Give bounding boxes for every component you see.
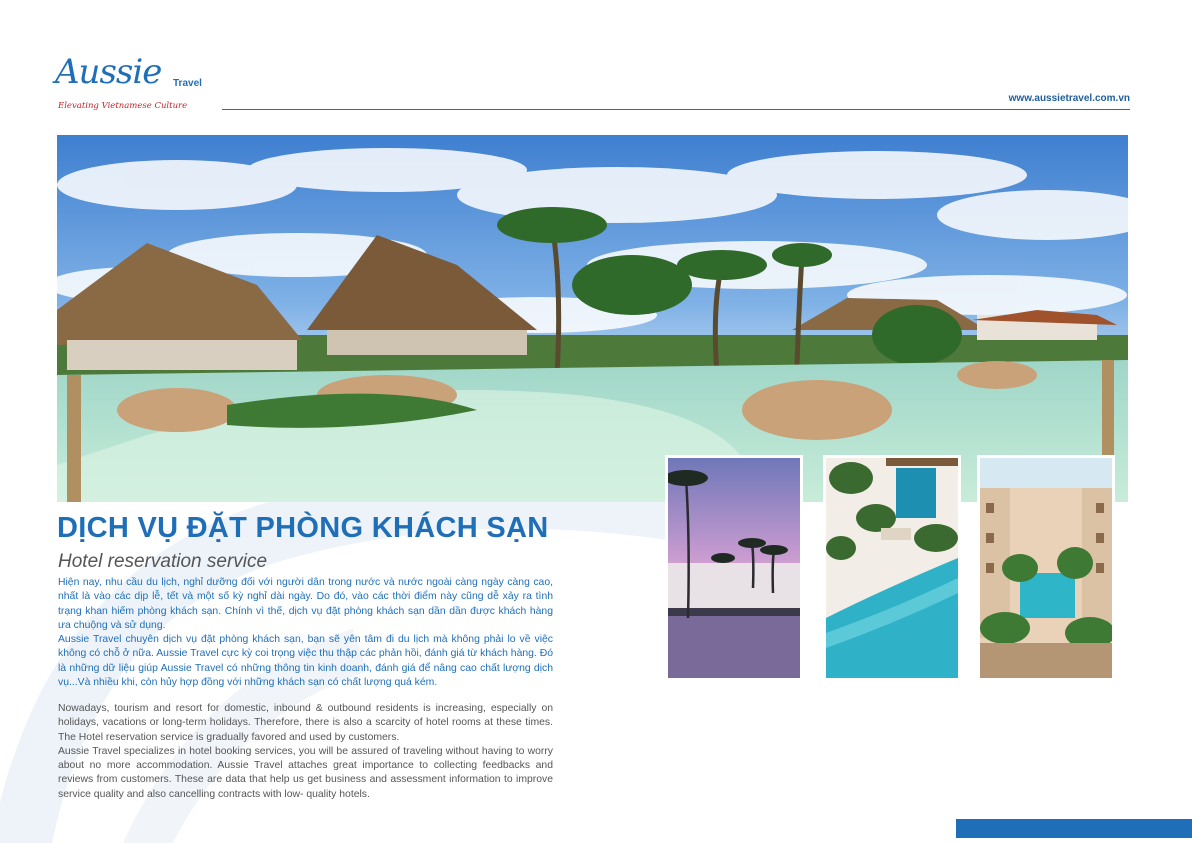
thumbnail-2 [823, 455, 961, 681]
aerial-beach-villa-icon [826, 458, 958, 678]
thumbnail-1 [665, 455, 803, 681]
en-paragraph: Aussie Travel specializes in hotel booking services, you will be assured of traveling without having to worry about no more accommodation. Aussie Travel attaches great importance to collecting feedbacks and reviews from customers. These are data that help us get business and assessment information to improve service quality and also cancelling contracts with low- quality hotels. [58, 745, 553, 800]
thumbnail-3 [977, 455, 1115, 681]
english-body [58, 702, 553, 802]
page-title: DỊCH VỤ ĐẶT PHÒNG KHÁCH SẠN [57, 512, 549, 544]
logo-name: Aussie [55, 52, 162, 92]
courtyard-hotel-pool-icon [980, 458, 1112, 678]
page-subtitle: Hotel reservation service [58, 551, 268, 572]
resort-pool-panorama-icon [57, 135, 1128, 502]
palm-pool-dusk-icon [668, 458, 800, 678]
header-divider [222, 109, 1130, 110]
logo-sub: Travel [173, 78, 202, 89]
en-paragraph: Nowadays, tourism and resort for domestic, inbound & outbound residents is increasing, especially on holidays, vacations or long-term holidays. Therefore, there is also a scarcity of hotel rooms at these times. The Hotel reservation service is gradually favored and used by customers. [58, 703, 553, 743]
website-url: www.aussietravel.com.vn [1008, 93, 1130, 104]
brand-logo [55, 52, 225, 112]
vi-paragraph: Hiện nay, nhu cầu du lịch, nghỉ dưỡng đối với người dân trong nước và nước ngoài càng ngày càng cao, nhất là vào các dịp lễ, tết và một số kỳ nghỉ dài ngày. Do đó, vào các thời điểm này cũng dễ xảy ra tình trạng khan hiếm phòng khách sạn. Chính vì thế, dịch vụ đặt phòng khách sạn dần dần được khách hàng ưa chuộng và sử dụng. [58, 577, 553, 631]
vi-paragraph: Aussie Travel chuyên dịch vụ đặt phòng khách sạn, bạn sẽ yên tâm đi du lịch mà không phải lo về việc không có chỗ ở nữa. Aussie Travel cực kỳ coi trọng việc thu thập các phản hồi, đánh giá từ khách hàng. Đó là những dữ liệu giúp Aussie Travel có những thông tin kinh doanh, đánh giá để nâng cao chất lượng dịch vụ...Và nhiều khi, còn hủy hợp đồng với những khách sạn có chất lượng quá kém. [58, 634, 553, 689]
vietnamese-body [58, 576, 553, 690]
footer-accent-bar [956, 819, 1192, 838]
logo-tagline: Elevating Vietnamese Culture [58, 101, 188, 111]
hero-image [57, 135, 1128, 502]
